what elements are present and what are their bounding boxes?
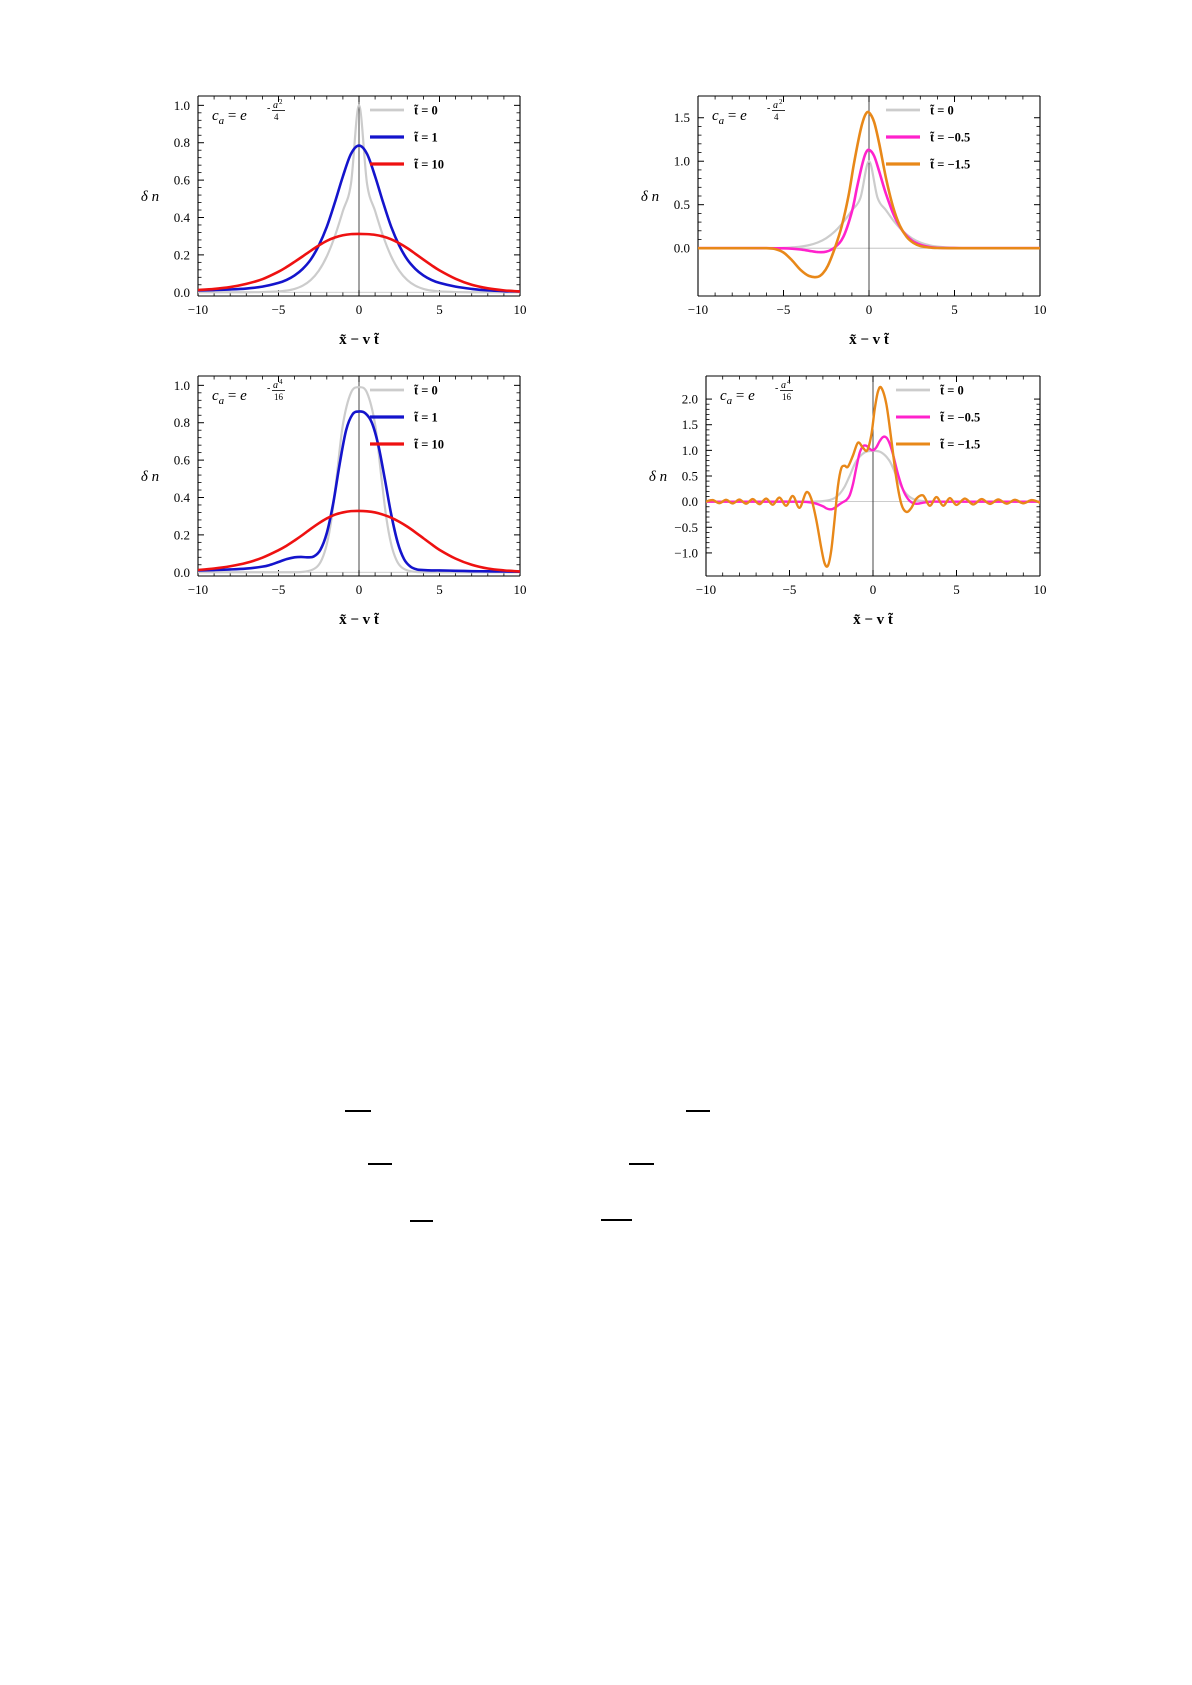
annotation-formula: [212, 98, 285, 127]
y-tick-label: 0.4: [173, 489, 190, 505]
svg-text:-: -: [267, 103, 271, 114]
x-tick-label: 5: [953, 582, 960, 597]
svg-text:x̃ − v t̃: x̃ − v t̃: [339, 332, 379, 348]
annotation-formula: [720, 378, 793, 407]
x-axis-label: [849, 332, 889, 348]
y-tick-label: 1.5: [681, 417, 698, 433]
y-tick-label: 0.2: [173, 247, 190, 263]
svg-text:a: a: [773, 100, 778, 111]
chart-panel-bottom-right: [610, 350, 1060, 640]
y-tick-label: 0.8: [173, 135, 190, 151]
x-tick-label: −5: [271, 302, 286, 317]
annotation-formula: [212, 378, 285, 407]
stray-rule-mark: [629, 1163, 654, 1165]
stray-rule-mark: [410, 1220, 433, 1222]
svg-text:-: -: [775, 383, 779, 394]
legend-label: t̃ = −0.5: [930, 130, 971, 145]
y-tick-label: 1.0: [681, 442, 698, 458]
svg-text:a: a: [273, 100, 278, 111]
svg-text:2: 2: [779, 98, 783, 106]
x-tick-label: 10: [513, 302, 527, 317]
svg-text:ca = e: $c_a = e$: [712, 108, 747, 127]
legend-label: t̃ = 10: [414, 437, 445, 452]
legend: [370, 104, 444, 172]
chart-svg-bottom-left: [120, 350, 540, 640]
svg-text:ca = e: $c_a = e$: [720, 388, 755, 407]
annotation-formula: [712, 98, 785, 127]
y-axis-label: δ n: [648, 469, 668, 485]
x-tick-label: 5: [951, 302, 958, 317]
svg-text:ca = e: $c_a = e$: [212, 388, 247, 407]
legend-label: t̃ = −0.5: [940, 410, 981, 425]
legend: [886, 104, 970, 172]
y-axis-label: δ n: [640, 189, 660, 205]
x-tick-label: −10: [187, 302, 209, 317]
legend: [896, 384, 980, 452]
stray-rule-mark: [345, 1110, 371, 1112]
y-tick-label: 0.2: [173, 527, 190, 543]
x-tick-label: 10: [1033, 302, 1047, 317]
y-tick-label: 0.5: [681, 468, 698, 484]
legend-label: t̃ = −1.5: [930, 157, 971, 172]
y-tick-label: −1.0: [674, 545, 698, 561]
legend-label: t̃ = 0: [940, 383, 964, 398]
y-tick-label: 0.4: [173, 209, 190, 225]
x-axis-label: [853, 612, 893, 628]
x-tick-label: 5: [436, 302, 443, 317]
x-tick-label: 10: [513, 582, 527, 597]
x-axis-label: [339, 332, 379, 348]
x-tick-label: −5: [271, 582, 286, 597]
x-axis-label: [339, 612, 379, 628]
x-tick-label: 0: [355, 582, 363, 597]
svg-text:-: -: [767, 103, 771, 114]
svg-text:ca = e: $c_a = e$: [212, 108, 247, 127]
y-tick-label: 0.6: [173, 172, 190, 188]
legend-label: t̃ = 0: [414, 103, 438, 118]
svg-text:x̃ − v t̃: x̃ − v t̃: [339, 612, 379, 628]
stray-rule-mark: [368, 1163, 392, 1165]
stray-rule-mark: [601, 1219, 632, 1221]
svg-text:4: 4: [274, 112, 279, 122]
x-tick-label: 0: [355, 302, 363, 317]
y-tick-label: 2.0: [681, 391, 698, 407]
x-tick-label: −5: [776, 302, 791, 317]
y-tick-label: 0.0: [681, 494, 698, 510]
x-tick-label: −5: [782, 582, 797, 597]
x-tick-label: 5: [436, 582, 443, 597]
svg-text:x̃ − v t̃: x̃ − v t̃: [853, 612, 893, 628]
y-tick-label: 1.0: [173, 377, 190, 393]
x-tick-label: 10: [1033, 582, 1047, 597]
svg-text:2: 2: [279, 98, 283, 106]
svg-text:-: -: [267, 383, 271, 394]
legend-label: t̃ = 0: [930, 103, 954, 118]
y-tick-label: 1.0: [673, 153, 690, 169]
svg-text:4: 4: [279, 378, 283, 386]
chart-svg-top-left: [120, 70, 540, 360]
x-tick-label: 0: [869, 582, 877, 597]
x-tick-label: −10: [687, 302, 709, 317]
y-tick-label: 0.0: [173, 284, 190, 300]
x-tick-label: 0: [865, 302, 873, 317]
y-tick-label: 0.6: [173, 452, 190, 468]
y-tick-label: 0.8: [173, 415, 190, 431]
stray-rule-mark: [686, 1110, 710, 1112]
legend-label: t̃ = 1: [414, 130, 438, 145]
y-tick-label: 1.0: [173, 97, 190, 113]
y-tick-label: 0.0: [673, 240, 690, 256]
svg-text:4: 4: [787, 378, 791, 386]
svg-text:x̃ − v t̃: x̃ − v t̃: [849, 332, 889, 348]
svg-text:4: 4: [774, 112, 779, 122]
chart-panel-bottom-left: [120, 350, 540, 640]
legend: [370, 384, 444, 452]
y-axis-label: δ n: [140, 189, 160, 205]
svg-text:a: a: [781, 380, 786, 391]
legend-label: t̃ = −1.5: [940, 437, 981, 452]
x-tick-label: −10: [695, 582, 717, 597]
y-axis-label: δ n: [140, 469, 160, 485]
legend-label: t̃ = 1: [414, 410, 438, 425]
x-tick-label: −10: [187, 582, 209, 597]
y-tick-label: 0.0: [173, 564, 190, 580]
legend-label: t̃ = 10: [414, 157, 445, 172]
chart-panel-top-left: [120, 70, 540, 360]
chart-svg-top-right: [610, 70, 1060, 360]
chart-svg-bottom-right: [610, 350, 1060, 640]
y-tick-label: −0.5: [674, 519, 698, 535]
svg-text:16: 16: [782, 392, 791, 402]
y-tick-label: 1.5: [673, 110, 690, 126]
chart-panel-top-right: [610, 70, 1060, 360]
svg-text:16: 16: [274, 392, 283, 402]
svg-text:a: a: [273, 380, 278, 391]
legend-label: t̃ = 0: [414, 383, 438, 398]
y-tick-label: 0.5: [673, 197, 690, 213]
